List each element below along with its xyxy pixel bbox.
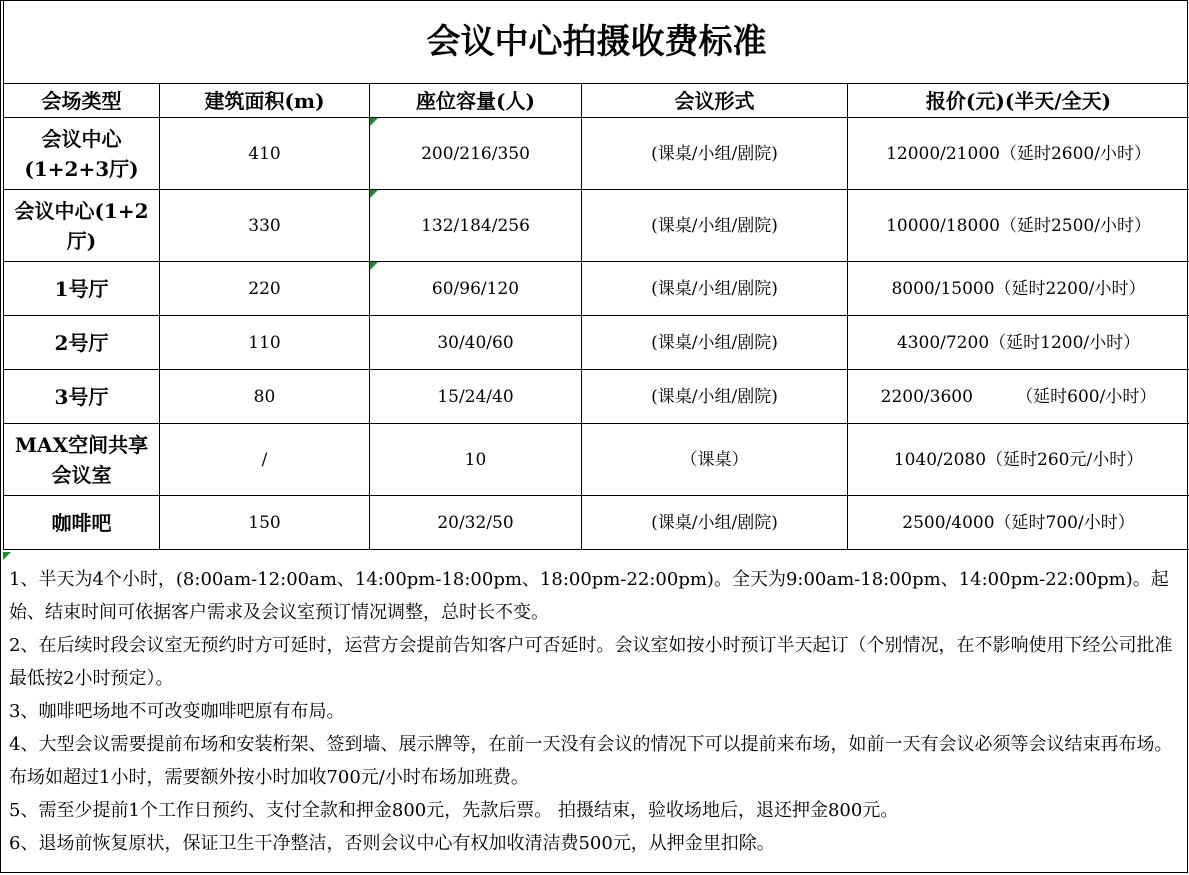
table-row [4, 262, 1189, 316]
venue-format: (课桌/小组/剧院) [582, 118, 848, 190]
table-row [4, 424, 1189, 496]
venue-name: MAX空间共享会议室 [4, 424, 160, 496]
header-price: 报价(元)(半天/全天) [848, 84, 1189, 118]
venue-area: 410 [160, 118, 370, 190]
venue-format: （课桌） [582, 424, 848, 496]
venue-price: 1040/2080（延时260元/小时） [848, 424, 1189, 496]
venue-capacity [370, 118, 582, 190]
venue-area: 80 [160, 370, 370, 424]
venue-name: 咖啡吧 [4, 496, 160, 550]
price-table [3, 1, 1189, 550]
venue-area: / [160, 424, 370, 496]
comment-marker-icon [370, 190, 378, 198]
venue-price: 4300/7200（延时1200/小时） [848, 316, 1189, 370]
venue-area: 150 [160, 496, 370, 550]
note-item: 6、退场前恢复原状，保证卫生干净整洁，否则会议中心有权加收清洁费500元，从押金里扣除。 [9, 833, 775, 854]
comment-marker-icon [3, 552, 11, 560]
venue-name: 1号厅 [4, 262, 160, 316]
comment-marker-icon [370, 118, 378, 126]
venue-price: 10000/18000（延时2500/小时） [848, 190, 1189, 262]
venue-name: 会议中心(1+2厅) [4, 190, 160, 262]
note-item: 1、半天为4个小时，(8:00am-12:00am、14:00pm-18:00pm、18:00pm-22:00pm)。全天为9:00am-18:00pm、14:00pm-22:00pm)。起始、结束时间可依据客户需求及会议室预订情况调整，总时长不变。 [9, 569, 1169, 623]
venue-area: 220 [160, 262, 370, 316]
header-area: 建筑面积(m) [160, 84, 370, 118]
venue-name: 2号厅 [4, 316, 160, 370]
venue-area: 110 [160, 316, 370, 370]
venue-capacity: 30/40/60 [370, 316, 582, 370]
header-format: 会议形式 [582, 84, 848, 118]
note-item: 2、在后续时段会议室无预约时方可延时，运营方会提前告知客户可否延时。会议室如按小时预订半天起订（个别情况，在不影响使用下经公司批准最低按2小时预定）。 [9, 635, 1173, 689]
venue-format: (课桌/小组/剧院) [582, 370, 848, 424]
table-row [4, 118, 1189, 190]
header-row [4, 84, 1189, 118]
table-row [4, 496, 1189, 550]
venue-format: (课桌/小组/剧院) [582, 262, 848, 316]
page-title: 会议中心拍摄收费标准 [4, 1, 1189, 84]
table-row [4, 316, 1189, 370]
title-row [4, 1, 1189, 84]
note-item: 5、需至少提前1个工作日预约、支付全款和押金800元，先款后票。 拍摄结束，验收场地后，退还押金800元。 [9, 800, 899, 821]
notes-section [3, 552, 1187, 874]
table-row [4, 190, 1189, 262]
venue-area: 330 [160, 190, 370, 262]
note-item: 3、咖啡吧场地不可改变咖啡吧原有布局。 [9, 701, 345, 722]
venue-name: 会议中心(1+2+3厅) [4, 118, 160, 190]
venue-format: (课桌/小组/剧院) [582, 316, 848, 370]
venue-capacity: 15/24/40 [370, 370, 582, 424]
venue-format: (课桌/小组/剧院) [582, 496, 848, 550]
venue-format: (课桌/小组/剧院) [582, 190, 848, 262]
note-item: 4、大型会议需要提前布场和安装桁架、签到墙、展示牌等，在前一天没有会议的情况下可以提前来布场，如前一天有会议必须等会议结束再布场。布场如超过1小时，需要额外按小时加收700元/小时布场加班费。 [9, 734, 1173, 788]
table-row [4, 370, 1189, 424]
comment-marker-icon [370, 262, 378, 270]
capacity-text: 200/216/350 [421, 143, 530, 164]
venue-capacity [370, 190, 582, 262]
venue-price: 2200/3600 （延时600/小时） [848, 370, 1189, 424]
venue-price: 2500/4000（延时700/小时） [848, 496, 1189, 550]
venue-price: 8000/15000（延时2200/小时） [848, 262, 1189, 316]
header-capacity: 座位容量(人) [370, 84, 582, 118]
capacity-text: 60/96/120 [431, 278, 520, 299]
venue-capacity: 20/32/50 [370, 496, 582, 550]
capacity-text: 132/184/256 [421, 215, 530, 236]
venue-capacity [370, 262, 582, 316]
venue-capacity: 10 [370, 424, 582, 496]
venue-name: 3号厅 [4, 370, 160, 424]
venue-price: 12000/21000（延时2600/小时） [848, 118, 1189, 190]
header-venue-type: 会场类型 [4, 84, 160, 118]
